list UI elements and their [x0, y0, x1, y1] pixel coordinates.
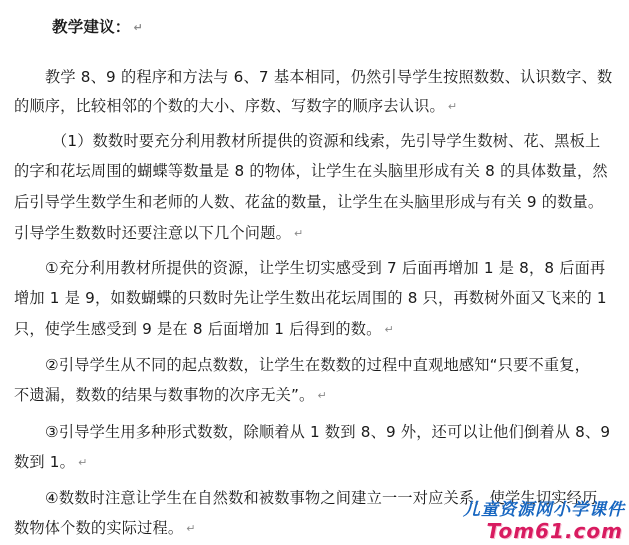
- paragraph-mark-icon: ↵: [384, 323, 394, 336]
- body-line: 后引导学生数学生和老师的人数、花盆的数量，让学生在头脑里形成与有关 9 的数量。: [14, 193, 604, 211]
- site-watermark: [463, 495, 625, 543]
- heading-text: 教学建议：: [52, 18, 131, 36]
- heading-line: [52, 17, 143, 38]
- body-line: ①充分利用教材所提供的资源，让学生切实感受到 7 后面再增加 1 是 8，8 后面再: [45, 259, 606, 277]
- paragraph-mark-icon: ↵: [293, 227, 304, 240]
- body-line: ④数数时注意让学生在自然数和被数事物之间建立一一对应关系，使学生切实经历: [45, 489, 598, 507]
- body-line: 教学 8、9 的程序和方法与 6、7 基本相同，仍然引导学生按照数数、认识数字、数: [45, 68, 613, 86]
- body-line: 引导学生数数时还要注意以下几个问题。 ↵: [14, 224, 304, 242]
- body-line: 的字和花坛周围的蝴蝶等数量是 8 的物体，让学生在头脑里形成有关 8 的具体数量，然: [14, 162, 608, 180]
- body-line: 增加 1 是 9，如数蝴蝶的只数时先让学生数出花坛周围的 8 只，再数树外面又飞来的 1: [14, 289, 607, 307]
- body-line: （1）数数时要充分利用教材所提供的资源和线索，先引导学生数树、花、黑板上: [52, 132, 601, 150]
- paragraph-mark-icon: ↵: [78, 456, 88, 469]
- watermark-domain: Tom61.com: [486, 519, 623, 543]
- body-line: 不遗漏，数数的结果与数事物的次序无关”。 ↵: [14, 386, 327, 404]
- body-line: 只，使学生感受到 9 是在 8 后面增加 1 后得到的数。 ↵: [14, 320, 394, 338]
- paragraph-mark-icon: ↵: [186, 522, 196, 535]
- body-line: 的顺序，比较相邻的个数的大小、序数、写数字的顺序去认识。 ↵: [14, 97, 458, 115]
- watermark-title: 儿童资源网小学课件: [463, 500, 625, 520]
- paragraph-mark-icon: ↵: [447, 100, 458, 113]
- paragraph-mark-icon: ↵: [133, 21, 143, 34]
- body-line: ③引导学生用多种形式数数，除顺着从 1 数到 8、9 外，还可以让他们倒着从 8、9: [45, 423, 611, 441]
- body-line: ②引导学生从不同的起点数数，让学生在数数的过程中直观地感知“只要不重复，: [45, 356, 591, 374]
- body-line: 数物体个数的实际过程。 ↵: [14, 519, 196, 537]
- body-line: 数到 1。 ↵: [14, 453, 88, 471]
- paragraph-mark-icon: ↵: [317, 389, 327, 402]
